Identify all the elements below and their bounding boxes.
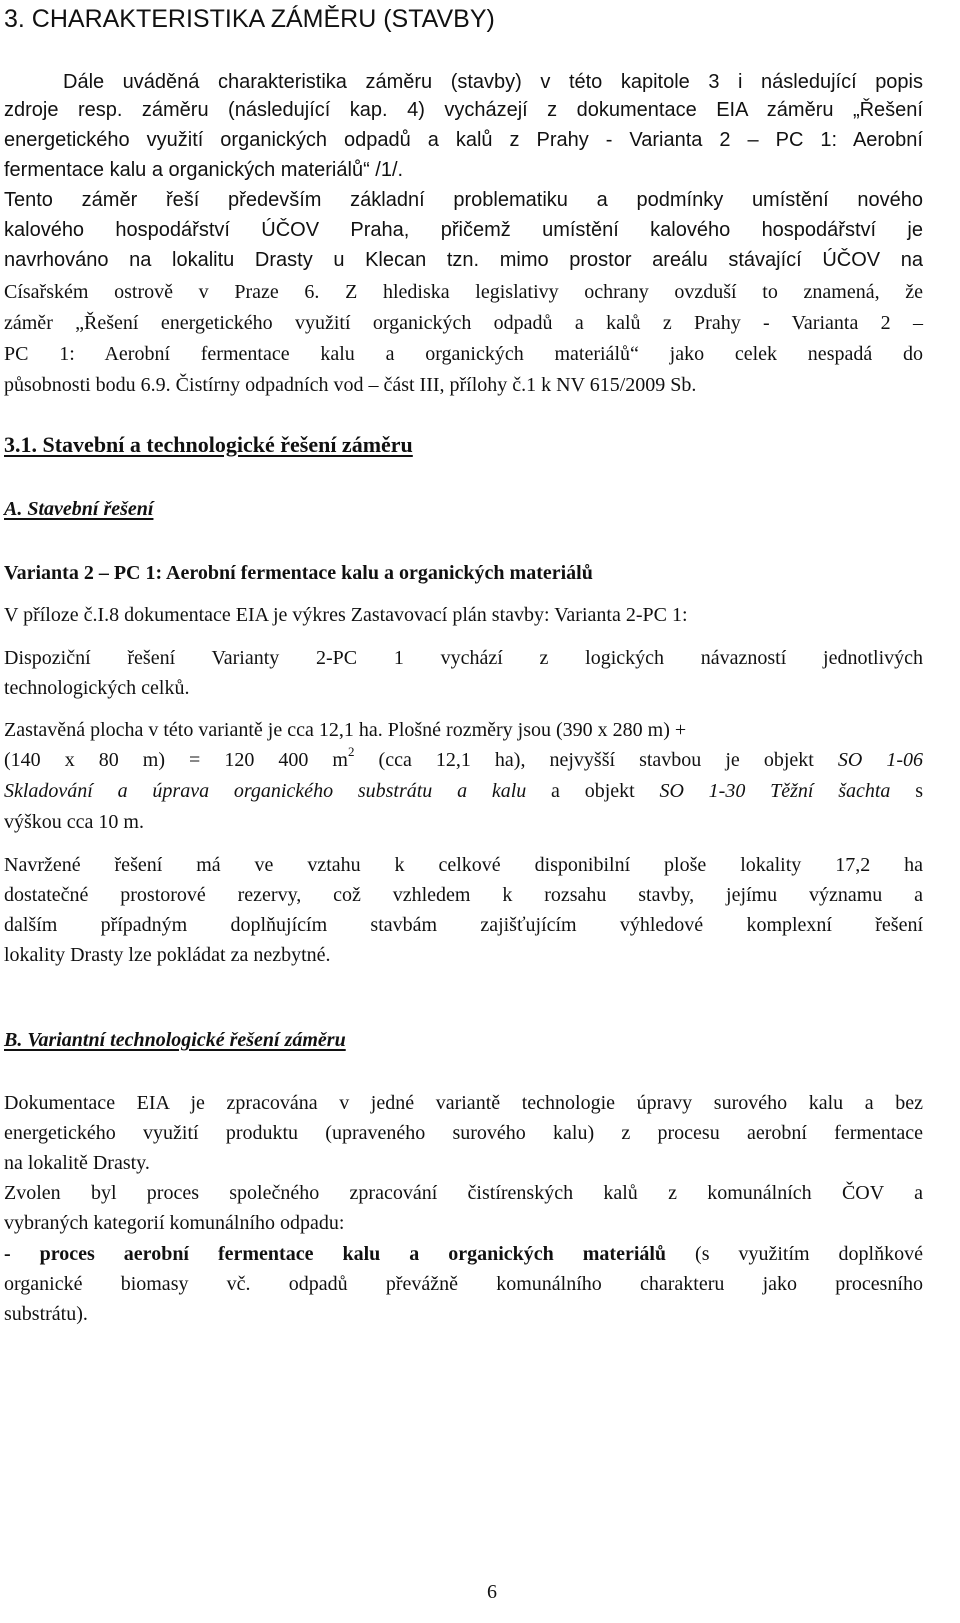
proces-line-2: organické biomasy vč. odpadů převážně komunálního charakteru jako procesního xyxy=(4,1273,923,1295)
intro-line-3: energetického využití organických odpadů a kalů z Prahy - Varianta 2 – PC 1: Aerobní xyxy=(4,129,923,151)
para1-line-7: působnosti bodu 6.9. Čistírny odpadních vod – část III, přílohy č.1 k NV 615/2009 Sb. xyxy=(4,374,697,396)
dokumentace-line-2: energetického využití produktu (upraveného surového kalu) z procesu aerobní fermentace xyxy=(4,1122,923,1144)
para1-line-5: záměr „Řešení energetického využití organických odpadů a kalů z Prahy - Varianta 2 – xyxy=(4,312,923,334)
zvolen-line-1: Zvolen byl proces společného zpracování čistírenských kalů z komunálních ČOV a xyxy=(4,1182,923,1204)
navrzene-line-3: dalším případným doplňujícím stavbám zajišťujícím výhledové komplexní řešení xyxy=(4,914,923,936)
navrzene-line-4: lokality Drasty lze pokládat za nezbytné. xyxy=(4,944,331,966)
para1-line-6: PC 1: Aerobní fermentace kalu a organických materiálů“ jako celek nespadá do xyxy=(4,343,923,365)
page-number: 6 xyxy=(487,1581,497,1603)
navrzene-line-2: dostatečné prostorové rezervy, což vzhledem k rozsahu stavby, jejímu významu a xyxy=(4,884,923,906)
proces-line-3: substrátu). xyxy=(4,1303,88,1325)
dokumentace-line-3: na lokalitě Drasty. xyxy=(4,1152,150,1174)
plocha-line-3: Skladování a úprava organického substrátu a kalu a objekt SO 1-30 Těžní šachta s xyxy=(4,780,923,802)
plocha-line-1: Zastavěná plocha v této variantě je cca 12,1 ha. Plošné rozměry jsou (390 x 280 m) + xyxy=(4,719,687,741)
para1-line-2: kalového hospodářství ÚČOV Praha, přičemž umístění kalového hospodářství je xyxy=(4,219,923,241)
priloha-line: V příloze č.I.8 dokumentace EIA je výkres Zastavovací plán stavby: Varianta 2-PC 1: xyxy=(4,604,688,626)
para1-line-4: Císařském ostrově v Praze 6. Z hlediska legislativy ochrany ovzduší to znamená, že xyxy=(4,281,923,303)
dispozice-line-2: technologických celků. xyxy=(4,677,190,699)
plocha-line-4: výškou cca 10 m. xyxy=(4,811,144,833)
proces-line-1: - proces aerobní fermentace kalu a organických materiálů (s využitím doplňkové xyxy=(4,1243,923,1265)
intro-line-2: zdroje resp. záměru (následující kap. 4) vycházejí z dokumentace EIA záměru „Řešení xyxy=(4,99,923,121)
navrzene-line-1: Navržené řešení má ve vztahu k celkové disponibilní ploše lokality 17,2 ha xyxy=(4,854,923,876)
zvolen-line-2: vybraných kategorií komunálního odpadu: xyxy=(4,1212,345,1234)
intro-line-4: fermentace kalu a organických materiálů“ /1/. xyxy=(4,159,404,181)
variant-title: Varianta 2 – PC 1: Aerobní fermentace kalu a organických materiálů xyxy=(4,562,593,584)
chapter-heading: 3. CHARAKTERISTIKA ZÁMĚRU (STAVBY) xyxy=(4,5,495,33)
intro-line-1: Dále uváděná charakteristika záměru (stavby) v této kapitole 3 i následující popis xyxy=(63,71,923,93)
section-b-heading: B. Variantní technologické řešení záměru xyxy=(4,1029,346,1051)
section-a-heading: A. Stavební řešení xyxy=(4,498,154,520)
dokumentace-line-1: Dokumentace EIA je zpracována v jedné variantě technologie úpravy surového kalu a bez xyxy=(4,1092,923,1114)
plocha-line-2: (140 x 80 m) = 120 400 $m^2$ (cca 12,1 ha), nejvyšší stavbou je objekt SO 1-06 xyxy=(4,744,924,771)
para1-line-1: Tento záměr řeší především základní problematiku a podmínky umístění nového xyxy=(4,189,923,211)
para1-line-3: navrhováno na lokalitu Drasty u Klecan tzn. mimo prostor areálu stávající ÚČOV na xyxy=(4,249,923,271)
section-3-1-heading: 3.1. Stavební a technologické řešení záměru xyxy=(4,432,413,457)
dispozice-line-1: Dispoziční řešení Varianty 2-PC 1 vychází z logických návazností jednotlivých xyxy=(4,647,923,669)
